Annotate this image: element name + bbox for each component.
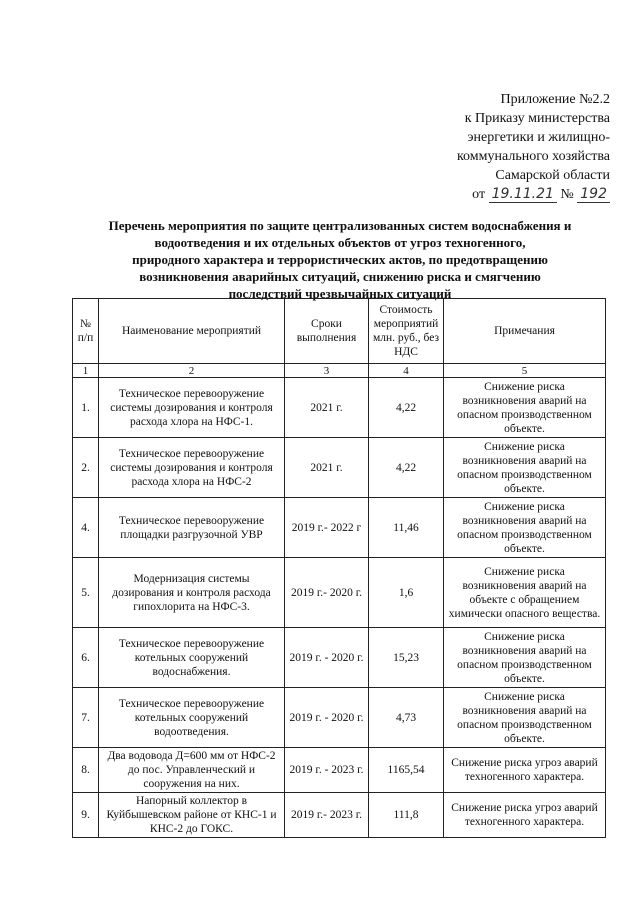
title-line: последствий чрезвычайных ситуаций (228, 286, 452, 301)
row-name: Два водовода Д=600 мм от НФС-2 до пос. Управленческий и сооружения на них. (99, 748, 285, 793)
number-prefix: № (560, 187, 574, 202)
table-row (73, 498, 606, 558)
table-row (73, 378, 606, 438)
row-number: 9. (73, 793, 99, 838)
table-row (73, 438, 606, 498)
row-cost: 111,8 (369, 793, 444, 838)
row-name: Модернизация системы дозирования и контроля расхода гипохлорита на НФС-3. (99, 558, 285, 628)
handwritten-date: 19.11.21 (489, 186, 557, 203)
row-note: Снижение риска возникновения аварий на опасном производственном объекте. (444, 628, 606, 688)
row-cost: 15,23 (369, 628, 444, 688)
header-date-line (420, 185, 610, 204)
row-note: Снижение риска угроз аварий техногенного характера. (444, 748, 606, 793)
row-number: 7. (73, 688, 99, 748)
row-name: Техническое перевооружение площадки разгрузочной УВР (99, 498, 285, 558)
row-name: Напорный коллектор в Куйбышевском районе от КНС-1 и КНС-2 до ГОКС. (99, 793, 285, 838)
row-cost: 4,73 (369, 688, 444, 748)
row-cost: 4,22 (369, 438, 444, 498)
header-line-ministry: энергетики и жилищно- (467, 130, 610, 145)
row-cost: 11,46 (369, 498, 444, 558)
row-cost: 1,6 (369, 558, 444, 628)
row-name: Техническое перевооружение котельных сооружений водоснабжения. (99, 628, 285, 688)
row-term: 2021 г. (285, 378, 369, 438)
column-header-term: Сроки выполнения (285, 299, 369, 364)
row-note: Снижение риска возникновения аварий на опасном производственном объекте. (444, 438, 606, 498)
row-note: Снижение риска возникновения аварий на опасном производственном объекте. (444, 378, 606, 438)
column-number: 3 (285, 364, 369, 378)
column-number: 4 (369, 364, 444, 378)
handwritten-number: 192 (577, 186, 610, 203)
row-number: 5. (73, 558, 99, 628)
row-term: 2019 г.- 2020 г. (285, 558, 369, 628)
table-row (73, 793, 606, 838)
column-header-note: Примечания (444, 299, 606, 364)
row-note: Снижение риска возникновения аварий на опасном производственном объекте. (444, 688, 606, 748)
row-note: Снижение риска возникновения аварий на объекте с обращением химически опасного вещества. (444, 558, 606, 628)
column-header-cost: Стоимость мероприятий млн. руб., без НДС (369, 299, 444, 364)
row-name: Техническое перевооружение системы дозирования и контроля расхода хлора на НФС-2 (99, 438, 285, 498)
title-line: возникновения аварийных ситуаций, снижению риска и смягчению (139, 269, 541, 284)
column-number-row (73, 364, 606, 378)
document-title (80, 217, 600, 302)
column-number: 5 (444, 364, 606, 378)
header-line-appendix: Приложение №2.2 (500, 92, 610, 107)
title-line: природного характера и террористических актов, по предотвращению (132, 252, 548, 267)
column-header-number: № п/п (73, 299, 99, 364)
row-term: 2019 г. - 2020 г. (285, 688, 369, 748)
row-term: 2021 г. (285, 438, 369, 498)
row-number: 2. (73, 438, 99, 498)
table-row (73, 688, 606, 748)
header-line-order: к Приказу министерства (464, 111, 610, 126)
row-term: 2019 г. - 2023 г. (285, 748, 369, 793)
column-number: 1 (73, 364, 99, 378)
document-header (420, 90, 610, 204)
row-cost: 1165,54 (369, 748, 444, 793)
column-header-name: Наименование мероприятий (99, 299, 285, 364)
date-prefix: от (472, 187, 486, 202)
row-note: Снижение риска угроз аварий техногенного характера. (444, 793, 606, 838)
row-term: 2019 г.- 2023 г. (285, 793, 369, 838)
header-line-utilities: коммунального хозяйства (456, 149, 610, 164)
row-number: 1. (73, 378, 99, 438)
row-term: 2019 г. - 2020 г. (285, 628, 369, 688)
table-row (73, 558, 606, 628)
table-row (73, 628, 606, 688)
row-number: 4. (73, 498, 99, 558)
header-line-region: Самарской области (495, 168, 610, 183)
title-line: Перечень мероприятия по защите централизованных систем водоснабжения и (108, 218, 572, 233)
row-note: Снижение риска возникновения аварий на опасном производственном объекте. (444, 498, 606, 558)
column-number: 2 (99, 364, 285, 378)
row-cost: 4,22 (369, 378, 444, 438)
row-name: Техническое перевооружение котельных сооружений водоотведения. (99, 688, 285, 748)
title-line: водоотведения и их отдельных объектов от угроз техногенного, (154, 235, 526, 250)
measures-table (72, 298, 606, 838)
row-number: 8. (73, 748, 99, 793)
table-header-row (73, 299, 606, 364)
row-name: Техническое перевооружение системы дозирования и контроля расхода хлора на НФС-1. (99, 378, 285, 438)
row-number: 6. (73, 628, 99, 688)
row-term: 2019 г.- 2022 г (285, 498, 369, 558)
table-row (73, 748, 606, 793)
